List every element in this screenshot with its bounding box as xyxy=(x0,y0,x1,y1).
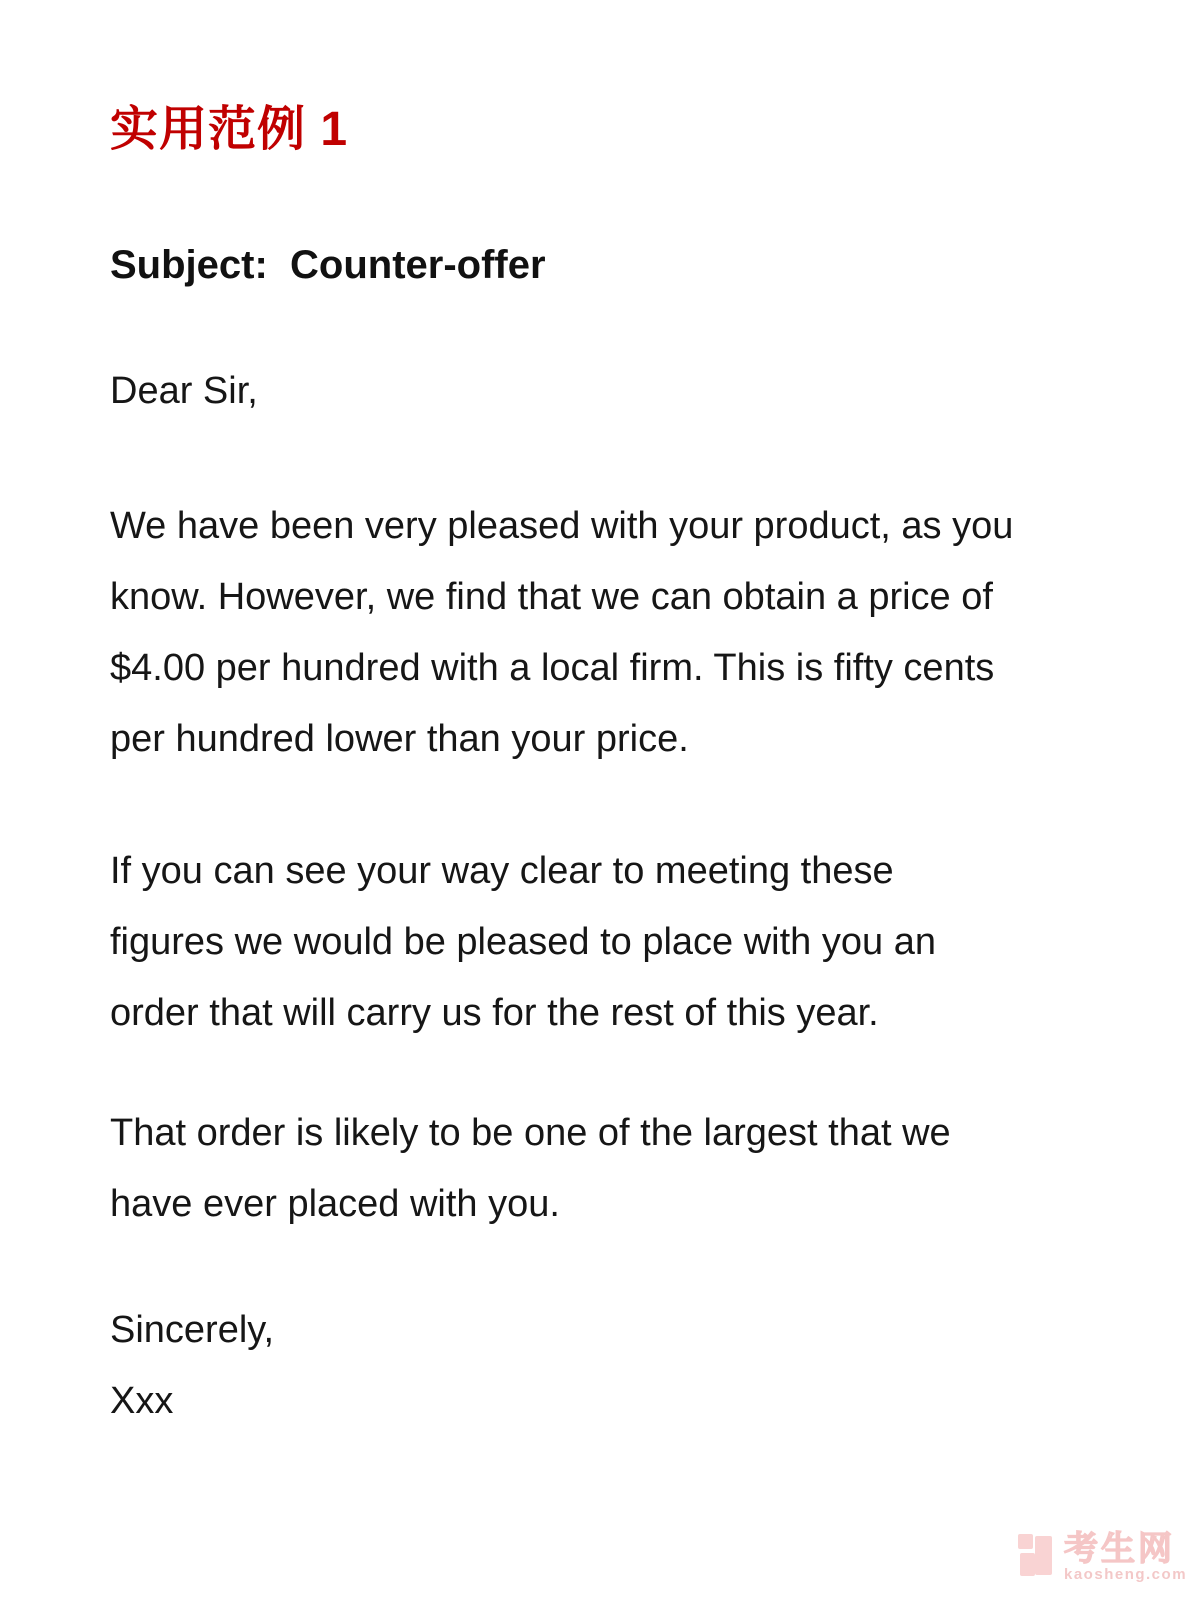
paragraph-1-line: per hundred lower than your price. xyxy=(110,718,689,760)
paragraph-2 xyxy=(110,836,936,1049)
salutation: Dear Sir, xyxy=(110,370,258,412)
kaosheng-logo-icon xyxy=(1014,1532,1054,1578)
closing-block xyxy=(110,1295,274,1437)
paragraph-1-line: know. However, we find that we can obtain a price of xyxy=(110,576,993,618)
paragraph-1-line: $4.00 per hundred with a local firm. This is fifty cents xyxy=(110,647,995,689)
watermark-site-domain: kaosheng.com xyxy=(1064,1566,1188,1583)
logo-block xyxy=(1035,1536,1052,1575)
paragraph-1 xyxy=(110,491,1013,775)
paragraph-3-line: have ever placed with you. xyxy=(110,1183,560,1225)
closing: Sincerely, xyxy=(110,1309,275,1351)
paragraph-1-line: We have been very pleased with your product, as you xyxy=(110,505,1014,547)
logo-block xyxy=(1020,1553,1035,1576)
watermark-text xyxy=(1064,1532,1187,1583)
page-title: 实用范例 1 xyxy=(110,103,349,156)
paragraph-2-line: If you can see your way clear to meeting these xyxy=(110,850,894,892)
paragraph-2-line: order that will carry us for the rest of this year. xyxy=(110,992,879,1034)
paragraph-3 xyxy=(110,1098,951,1240)
signature: Xxx xyxy=(110,1380,174,1422)
subject-line: Subject: Counter-offer xyxy=(110,243,546,287)
logo-block xyxy=(1018,1534,1033,1549)
paragraph-2-line: figures we would be pleased to place with you an xyxy=(110,921,936,963)
paragraph-3-line: That order is likely to be one of the largest that we xyxy=(110,1112,951,1154)
kaosheng-watermark xyxy=(1014,1532,1187,1583)
watermark-site-name: 考生网 xyxy=(1064,1530,1175,1568)
